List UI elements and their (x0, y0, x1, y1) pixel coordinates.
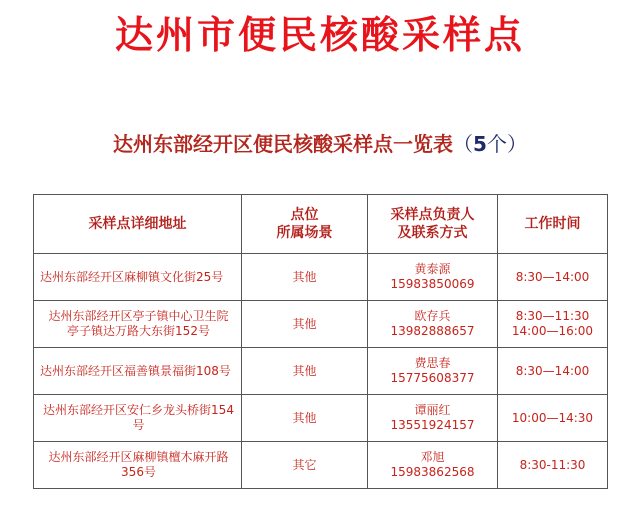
contact-phone: 15983862568 (390, 465, 475, 479)
contact-person: 邓旭 (420, 450, 445, 464)
contact-person: 黄泰源 (414, 262, 451, 276)
cell-scene: 其它 (242, 442, 368, 489)
table-header-row (34, 195, 608, 254)
cell-hours: 8:30—11:30 14:00—16:00 (498, 301, 608, 348)
cell-scene: 其他 (242, 254, 368, 301)
header-scene: 点位 所属场景 (242, 195, 368, 254)
header-hours: 工作时间 (498, 195, 608, 254)
table-title-text: 达州东部经开区便民核酸采样点一览表 (113, 132, 454, 156)
cell-contact (368, 442, 498, 489)
cell-address: 达州东部经开区麻柳镇文化街25号 (34, 254, 242, 301)
contact-person: 谭丽红 (414, 403, 451, 417)
contact-person: 欧存兵 (414, 309, 451, 323)
contact-phone: 15983850069 (390, 277, 475, 291)
contact-person: 费思春 (414, 356, 451, 370)
table-title (0, 128, 640, 160)
header-address: 采样点详细地址 (34, 195, 242, 254)
cell-address: 达州东部经开区麻柳镇檀木麻开路 356号 (34, 442, 242, 489)
table-row (34, 301, 608, 348)
table-row (34, 442, 608, 489)
cell-hours: 8:30-11:30 (498, 442, 608, 489)
cell-hours: 8:30—14:00 (498, 348, 608, 395)
sampling-sites-table (33, 194, 608, 489)
cell-contact (368, 254, 498, 301)
cell-address: 达州东部经开区亭子镇中心卫生院 亭子镇达万路大东街152号 (34, 301, 242, 348)
cell-contact (368, 301, 498, 348)
cell-hours: 8:30—14:00 (498, 254, 608, 301)
page-title: 达州市便民核酸采样点 (114, 12, 525, 57)
cell-hours: 10:00—14:30 (498, 395, 608, 442)
table-row (34, 395, 608, 442)
cell-scene: 其他 (242, 395, 368, 442)
table-row (34, 348, 608, 395)
cell-scene: 其他 (242, 301, 368, 348)
cell-scene: 其他 (242, 348, 368, 395)
table-row (34, 254, 608, 301)
cell-address: 达州东部经开区福善镇景福街108号 (34, 348, 242, 395)
cell-contact (368, 348, 498, 395)
contact-phone: 13982888657 (390, 324, 475, 338)
site-count: （5个） (453, 132, 527, 156)
cell-contact (368, 395, 498, 442)
contact-phone: 15775608377 (390, 371, 475, 385)
header-contact: 采样点负责人 及联系方式 (368, 195, 498, 254)
contact-phone: 13551924157 (390, 418, 475, 432)
cell-address: 达州东部经开区安仁乡龙头桥街154 号 (34, 395, 242, 442)
